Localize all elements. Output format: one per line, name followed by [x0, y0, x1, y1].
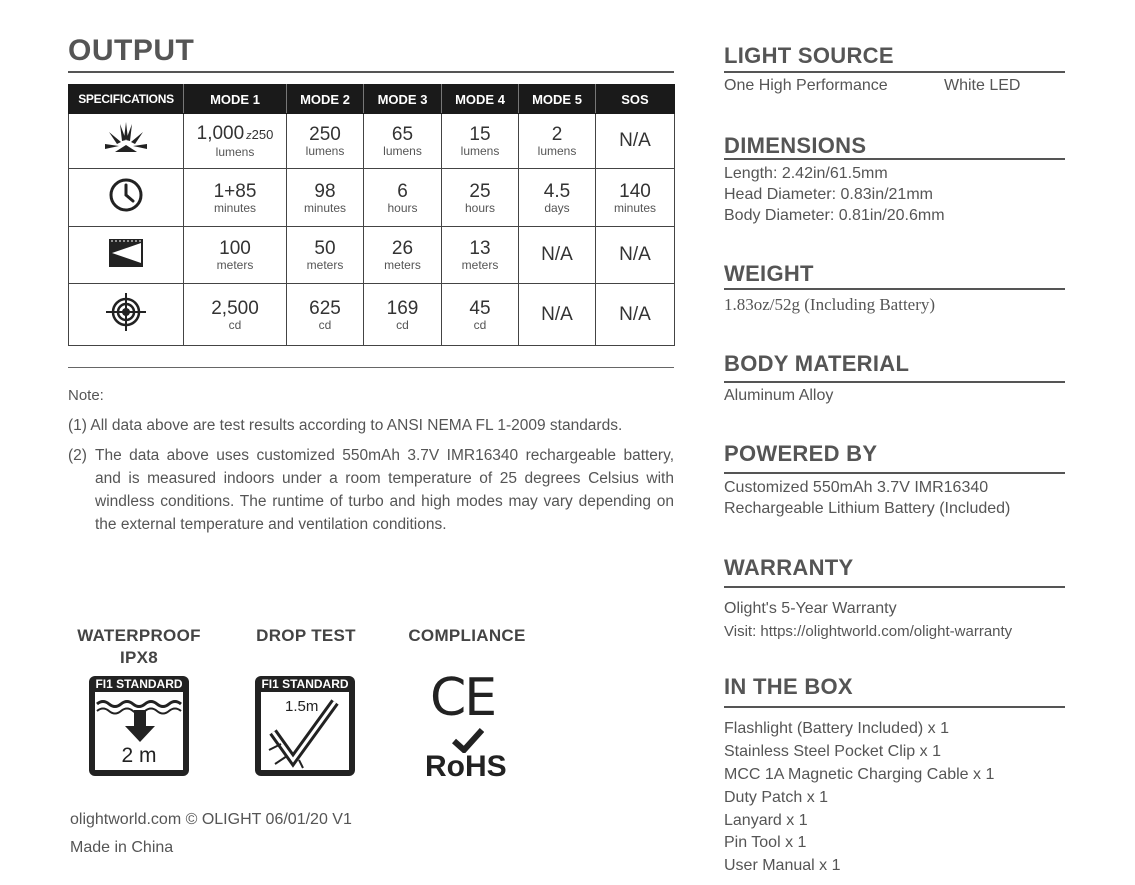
output-divider	[68, 71, 674, 73]
note-2	[68, 444, 674, 536]
header-mode-1: MODE 1	[184, 85, 287, 114]
waterproof-title: WATERPROOF	[77, 626, 201, 645]
footer-origin: Made in China	[70, 839, 174, 856]
header-mode-3: MODE 3	[364, 85, 442, 114]
brightness-icon	[69, 114, 184, 169]
table-row	[69, 114, 675, 169]
runtime-mode-2: 98 minutes	[287, 169, 364, 227]
beam-distance-icon	[69, 227, 184, 284]
warranty-title: WARRANTY	[724, 555, 854, 580]
powered-by-line-1: Customized 550mAh 3.7V IMR16340	[724, 479, 989, 496]
header-mode-2: MODE 2	[287, 85, 364, 114]
dimension-body-diameter: Body Diameter: 0.81in/20.6mm	[724, 207, 945, 224]
waterproof-rating: IPX8	[119, 648, 159, 667]
distance-mode-4: 13 meters	[442, 227, 519, 284]
note-1: (1) All data above are test results according to ANSI NEMA FL 1-2009 standards.	[68, 417, 623, 434]
runtime-mode-5: 4.5 days	[519, 169, 596, 227]
light-source-title: LIGHT SOURCE	[724, 43, 894, 68]
light-source-divider	[724, 71, 1065, 73]
intensity-mode-1: 2,500 cd	[184, 284, 287, 346]
warranty-text: Olight's 5-Year Warranty	[724, 600, 897, 617]
intensity-mode-5: N/A	[519, 284, 596, 346]
header-mode-4: MODE 4	[442, 85, 519, 114]
rohs-mark: RoHS	[425, 750, 507, 783]
specifications-table	[68, 84, 675, 346]
box-item: Stainless Steel Pocket Clip x 1	[724, 743, 941, 760]
distance-mode-2: 50 meters	[287, 227, 364, 284]
note-2-text: The data above uses customized 550mAh 3.7V IMR16340 rechargeable battery, and is measured indoors under a room temperature of 25 degrees Celsius with windless conditions. The runtime of turbo and high modes may vary depending on the external temperature and ventilation conditions.	[95, 447, 674, 533]
dimension-head-diameter: Head Diameter: 0.83in/21mm	[724, 186, 933, 203]
in-the-box-divider	[724, 706, 1065, 708]
drop-test-badge	[253, 674, 357, 783]
intensity-mode-2: 625 cd	[287, 284, 364, 346]
powered-by-title: POWERED BY	[724, 441, 878, 466]
body-material-text: Aluminum Alloy	[724, 387, 834, 404]
clock-icon	[69, 169, 184, 227]
distance-sos: N/A	[596, 227, 675, 284]
table-header-row	[69, 85, 675, 114]
header-mode-5: MODE 5	[519, 85, 596, 114]
table-row	[69, 227, 675, 284]
ce-mark: CE	[430, 668, 496, 728]
runtime-mode-1: 1+85 minutes	[184, 169, 287, 227]
brightness-mode-5: 2 lumens	[519, 114, 596, 169]
box-item: Pin Tool x 1	[724, 834, 807, 851]
drop-test-standard: FI1 STANDARD	[261, 677, 349, 691]
dimension-length: Length: 2.42in/61.5mm	[724, 165, 888, 182]
box-item: MCC 1A Magnetic Charging Cable x 1	[724, 766, 995, 783]
distance-mode-5: N/A	[519, 227, 596, 284]
dimensions-title: DIMENSIONS	[724, 133, 867, 158]
box-item: User Manual x 1	[724, 857, 841, 874]
weight-text: 1.83oz/52g (Including Battery)	[724, 295, 936, 314]
warranty-link[interactable]: Visit: https://olightworld.com/olight-warranty	[724, 623, 1013, 640]
body-material-title: BODY MATERIAL	[724, 351, 910, 376]
drop-test-title: DROP TEST	[256, 626, 356, 645]
light-source-text: One High Performance	[724, 77, 888, 94]
waterproof-standard: FI1 STANDARD	[95, 677, 183, 691]
footer-copyright: olightworld.com © OLIGHT 06/01/20 V1	[70, 811, 352, 828]
note-2-number: (2)	[68, 447, 87, 464]
runtime-mode-3: 6 hours	[364, 169, 442, 227]
brightness-mode-4: 15 lumens	[442, 114, 519, 169]
output-title: OUTPUT	[68, 34, 195, 67]
box-item: Lanyard x 1	[724, 812, 808, 829]
runtime-mode-4: 25 hours	[442, 169, 519, 227]
powered-by-line-2: Rechargeable Lithium Battery (Included)	[724, 500, 1011, 517]
waterproof-badge	[87, 674, 191, 783]
weight-title: WEIGHT	[724, 261, 814, 286]
header-sos: SOS	[596, 85, 675, 114]
box-item: Flashlight (Battery Included) x 1	[724, 720, 949, 737]
distance-mode-1: 100 meters	[184, 227, 287, 284]
brightness-mode-3: 65 lumens	[364, 114, 442, 169]
drop-test-height: 1.5m	[285, 698, 319, 715]
waterproof-depth: 2 m	[121, 744, 157, 767]
table-row	[69, 169, 675, 227]
body-material-divider	[724, 381, 1065, 383]
runtime-sos: 140 minutes	[596, 169, 675, 227]
note-label: Note:	[68, 387, 104, 404]
table-row	[69, 284, 675, 346]
light-source-text-2: White LED	[944, 77, 1021, 94]
intensity-mode-3: 169 cd	[364, 284, 442, 346]
intensity-mode-4: 45 cd	[442, 284, 519, 346]
notes-divider	[68, 367, 674, 368]
intensity-target-icon	[69, 284, 184, 346]
intensity-sos: N/A	[596, 284, 675, 346]
dimensions-divider	[724, 158, 1065, 160]
brightness-sos: N/A	[596, 114, 675, 169]
weight-divider	[724, 288, 1065, 290]
warranty-divider	[724, 586, 1065, 588]
compliance-title: COMPLIANCE	[408, 626, 526, 645]
header-specifications: SPECIFICATIONS	[69, 85, 184, 114]
brightness-mode-1: 1,000 z250 lumens	[184, 114, 287, 169]
brightness-mode-2: 250 lumens	[287, 114, 364, 169]
distance-mode-3: 26 meters	[364, 227, 442, 284]
powered-by-divider	[724, 472, 1065, 474]
box-item: Duty Patch x 1	[724, 789, 829, 806]
in-the-box-title: IN THE BOX	[724, 674, 853, 699]
